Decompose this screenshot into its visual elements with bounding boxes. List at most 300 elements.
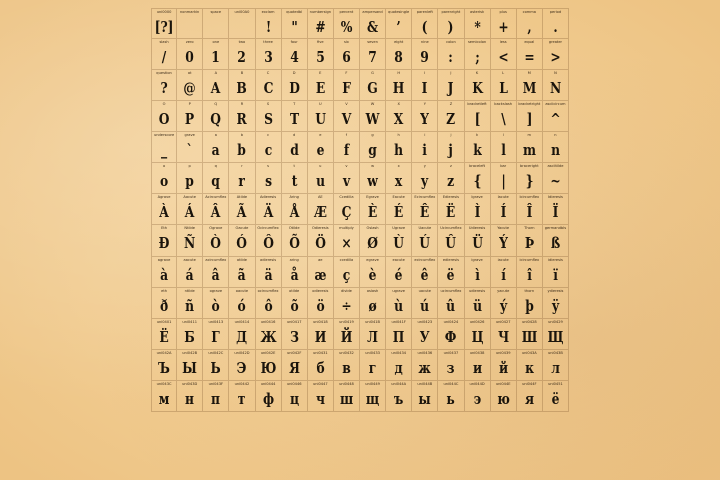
glyph-name: quotesingle: [388, 10, 410, 14]
glyph-cell: [308, 350, 334, 381]
glyph-name: ydieresis: [547, 288, 564, 293]
glyph-cell: [438, 101, 464, 132]
glyph-cell: [229, 257, 255, 288]
glyph-sample: Q: [210, 110, 222, 129]
glyph-name: icircumflex: [519, 257, 540, 262]
glyph-name: Eth: [161, 226, 168, 231]
glyph-name: Icircumflex: [519, 195, 540, 200]
glyph-name: uni042C: [208, 350, 224, 355]
glyph-sample: ë: [447, 265, 455, 284]
glyph-name: Oslash: [366, 226, 379, 231]
glyph-cell: [491, 257, 517, 288]
glyph-cell: [438, 70, 464, 101]
glyph-cell: [151, 70, 177, 101]
glyph-name: yacute: [497, 288, 510, 293]
glyph-sample: æ: [314, 265, 327, 284]
glyph-cell: [543, 319, 569, 350]
glyph-sample: C: [263, 79, 273, 98]
glyph-name: uni041F: [391, 319, 406, 324]
glyph-cell: [438, 225, 464, 256]
glyph-cell: [465, 39, 491, 70]
character-map-grid: [151, 8, 569, 474]
glyph-name: n: [554, 133, 557, 138]
glyph-name: f: [345, 133, 348, 138]
glyph-name: exclam: [261, 10, 275, 14]
glyph-sample: Ä: [263, 203, 273, 222]
glyph-sample: %: [340, 17, 353, 36]
glyph-sample: V: [341, 110, 352, 129]
glyph-sample: L: [498, 79, 508, 98]
glyph-name: uni0413: [208, 319, 224, 324]
glyph-sample: Ã: [237, 203, 247, 222]
glyph-cell: [203, 225, 229, 256]
glyph-cell: [517, 257, 543, 288]
glyph-cell: [229, 8, 255, 39]
glyph-sample: 8: [394, 48, 403, 67]
glyph-sample: ø: [368, 296, 377, 315]
glyph-sample: ": [290, 17, 298, 36]
glyph-name: uni0411: [182, 319, 198, 324]
glyph-name: uni043B: [547, 350, 563, 355]
glyph-cell: [203, 319, 229, 350]
glyph-sample: Á: [184, 203, 195, 222]
glyph-cell: [386, 8, 412, 39]
glyph-name: colon: [446, 40, 456, 45]
glyph-name: m: [527, 133, 532, 138]
glyph-name: igrave: [471, 257, 483, 262]
glyph-name: Atilde: [236, 195, 248, 200]
glyph-sample: [232, 15, 253, 38]
glyph-sample: ß: [550, 234, 561, 253]
glyph-cell: [412, 101, 438, 132]
glyph-cell: [334, 319, 360, 350]
glyph-cell: [386, 194, 412, 225]
glyph-name: uni0451: [548, 381, 563, 386]
glyph-name: uni044A: [391, 381, 407, 386]
glyph-cell: [360, 101, 386, 132]
glyph-cell: [177, 70, 203, 101]
glyph-sample: j: [448, 141, 454, 160]
glyph-name: Q: [214, 102, 218, 107]
glyph-name: x: [397, 164, 400, 169]
glyph-cell: [465, 163, 491, 194]
glyph-cell: [465, 70, 491, 101]
glyph-sample: P: [185, 110, 195, 129]
glyph-name: eth: [161, 288, 168, 293]
glyph-name: otilde: [289, 288, 300, 293]
glyph-sample: З: [289, 327, 299, 346]
glyph-cell: [386, 225, 412, 256]
glyph-sample: á: [185, 265, 194, 284]
glyph-name: uacute: [418, 288, 431, 293]
glyph-sample: н: [185, 389, 195, 408]
glyph-sample: D: [288, 79, 300, 98]
glyph-sample: F: [342, 79, 351, 98]
glyph-cell: [386, 39, 412, 70]
glyph-cell: [517, 225, 543, 256]
glyph-name: Ecircumflex: [414, 195, 436, 200]
glyph-cell: [282, 8, 308, 39]
glyph-name: aring: [289, 257, 299, 262]
glyph-sample: U: [314, 110, 326, 129]
glyph-name: u: [319, 164, 322, 169]
glyph-sample: â: [211, 265, 220, 284]
glyph-cell: [438, 163, 464, 194]
glyph-cell: [386, 257, 412, 288]
glyph-cell: [360, 163, 386, 194]
glyph-name: v: [345, 164, 348, 169]
glyph-sample: l: [500, 141, 506, 160]
glyph-cell: [465, 194, 491, 225]
glyph-cell: [491, 39, 517, 70]
glyph-cell: [543, 70, 569, 101]
glyph-cell: [177, 8, 203, 39]
glyph-cell: [491, 70, 517, 101]
glyph-name: e: [319, 133, 322, 138]
glyph-name: Aacute: [183, 195, 196, 200]
glyph-sample: í: [500, 265, 506, 284]
glyph-name: b: [240, 133, 244, 138]
glyph-sample: Ê: [420, 203, 430, 222]
glyph-sample: Ö: [314, 234, 326, 253]
glyph-sample: @: [183, 79, 196, 98]
glyph-cell: [438, 288, 464, 319]
glyph-cell: [334, 101, 360, 132]
glyph-cell: [308, 8, 334, 39]
glyph-sample: Э: [237, 358, 247, 377]
glyph-cell: [151, 8, 177, 39]
glyph-name: egrave: [366, 257, 379, 262]
glyph-cell: [177, 39, 203, 70]
glyph-name: ae: [318, 257, 323, 262]
glyph-name: uni043C: [156, 381, 172, 386]
glyph-name: period: [549, 10, 562, 14]
glyph-name: Ntilde: [184, 226, 195, 231]
glyph-sample: г: [368, 358, 377, 377]
glyph-cell: [203, 288, 229, 319]
glyph-cell: [256, 194, 282, 225]
glyph-name: less: [499, 40, 507, 45]
glyph-cell: [229, 319, 255, 350]
glyph-name: uni0436: [417, 350, 433, 355]
glyph-cell: [151, 288, 177, 319]
glyph-name: ccedilla: [339, 257, 354, 262]
glyph-sample: 0: [185, 48, 194, 67]
glyph-cell: [229, 350, 255, 381]
glyph-sample: u: [315, 172, 325, 191]
glyph-cell: [151, 319, 177, 350]
glyph-sample: [?]: [154, 17, 174, 36]
glyph-cell: [334, 350, 360, 381]
glyph-cell: [177, 350, 203, 381]
glyph-sample: W: [365, 110, 380, 129]
glyph-name: uni0427: [495, 319, 511, 324]
glyph-cell: [203, 163, 229, 194]
glyph-cell: [151, 350, 177, 381]
glyph-name: y: [423, 164, 426, 169]
glyph-name: Adieresis: [259, 195, 277, 200]
glyph-name: W: [370, 102, 375, 107]
glyph-name: braceright: [520, 164, 539, 169]
glyph-name: Agrave: [157, 195, 171, 200]
glyph-sample: s: [264, 172, 272, 191]
glyph-sample: e: [316, 141, 325, 160]
glyph-name: Idieresis: [547, 195, 563, 200]
glyph-name: Odieresis: [311, 226, 329, 231]
glyph-name: ampersand: [362, 10, 383, 14]
glyph-sample: Ï: [552, 203, 559, 222]
glyph-name: J: [450, 71, 452, 76]
glyph-sample: õ: [290, 296, 299, 315]
glyph-name: question: [156, 71, 172, 76]
glyph-name: Ccedilla: [339, 195, 354, 200]
glyph-sample: n: [550, 141, 560, 160]
glyph-cell: [256, 70, 282, 101]
glyph-name: plus: [499, 10, 507, 14]
glyph-name: agrave: [157, 257, 171, 262]
glyph-sample: `: [186, 141, 193, 160]
glyph-name: T: [293, 102, 296, 107]
glyph-cell: [517, 163, 543, 194]
glyph-cell: [412, 163, 438, 194]
glyph-cell: [151, 163, 177, 194]
glyph-cell: [203, 101, 229, 132]
glyph-name: nonmarkin: [180, 10, 200, 14]
glyph-name: Ugrave: [392, 226, 406, 231]
glyph-name: uni0447: [312, 381, 328, 386]
glyph-name: F: [345, 71, 348, 76]
glyph-name: H: [397, 71, 401, 76]
glyph-sample: Б: [184, 327, 195, 346]
glyph-cell: [177, 101, 203, 132]
glyph-cell: [308, 132, 334, 163]
glyph-name: asciitilde: [547, 164, 564, 169]
glyph-sample: b: [237, 141, 247, 160]
glyph-name: uni0426: [469, 319, 485, 324]
glyph-name: Z: [449, 102, 453, 107]
glyph-cell: [412, 225, 438, 256]
glyph-cell: [308, 257, 334, 288]
glyph-sample: Í: [500, 203, 507, 222]
glyph-cell: [465, 319, 491, 350]
glyph-sample: À: [159, 203, 169, 222]
glyph-name: parenleft: [416, 10, 433, 14]
glyph-cell: [517, 288, 543, 319]
glyph-sample: }: [525, 172, 534, 191]
glyph-name: nine: [420, 40, 429, 45]
glyph-cell: [203, 8, 229, 39]
glyph-name: asterisk: [470, 10, 485, 14]
glyph-name: odieresis: [312, 288, 329, 293]
glyph-name: Iacute: [497, 195, 509, 200]
glyph-sample: c: [264, 141, 272, 160]
glyph-cell: [229, 163, 255, 194]
glyph-name: edieresis: [442, 257, 459, 262]
glyph-sample: q: [211, 172, 221, 191]
glyph-cell: [308, 381, 334, 412]
glyph-cell: [465, 8, 491, 39]
glyph-sample: [179, 15, 200, 38]
glyph-name: seven: [367, 40, 378, 45]
glyph-cell: [386, 288, 412, 319]
glyph-cell: [334, 225, 360, 256]
glyph-cell: [334, 163, 360, 194]
glyph-name: uni042A: [156, 350, 172, 355]
glyph-name: quotedbl: [286, 10, 303, 14]
glyph-cell: [256, 8, 282, 39]
glyph-sample: Д: [236, 327, 248, 346]
glyph-sample: ^: [550, 110, 561, 129]
glyph-cell: [308, 319, 334, 350]
glyph-cell: [517, 70, 543, 101]
glyph-sample: k: [472, 141, 482, 160]
glyph-cell: [491, 225, 517, 256]
glyph-cell: [203, 381, 229, 412]
glyph-cell: [151, 39, 177, 70]
glyph-cell: [491, 350, 517, 381]
glyph-name: ograve: [209, 288, 223, 293]
glyph-sample: î: [526, 265, 532, 284]
glyph-sample: .: [553, 17, 558, 36]
glyph-name: r: [241, 164, 243, 169]
glyph-sample: è: [368, 265, 377, 284]
glyph-sample: Ь: [210, 358, 221, 377]
glyph-cell: [386, 70, 412, 101]
glyph-cell: [491, 101, 517, 132]
glyph-name: acircumflex: [205, 257, 227, 262]
glyph-sample: 5: [316, 48, 325, 67]
glyph-cell: [229, 70, 255, 101]
glyph-sample: p: [185, 172, 194, 191]
glyph-cell: [517, 350, 543, 381]
glyph-sample: G: [367, 79, 378, 98]
glyph-cell: [256, 132, 282, 163]
glyph-sample: м: [158, 389, 170, 408]
glyph-name: Uacute: [418, 226, 432, 231]
glyph-name: bar: [500, 164, 507, 169]
glyph-name: iacute: [497, 257, 509, 262]
glyph-sample: =: [524, 48, 535, 67]
glyph-sample: Ý: [498, 234, 508, 253]
glyph-name: six: [343, 40, 349, 45]
glyph-sample: t: [291, 172, 298, 191]
glyph-sample: i: [422, 141, 428, 160]
glyph-sample: п: [211, 389, 221, 408]
glyph-name: Ocircumflex: [257, 226, 279, 231]
glyph-cell: [543, 350, 569, 381]
glyph-sample: ú: [420, 296, 430, 315]
glyph-cell: [412, 319, 438, 350]
glyph-name: g: [371, 133, 374, 138]
glyph-name: Thorn: [524, 226, 535, 231]
glyph-sample: Ц: [471, 327, 484, 346]
glyph-sample: R: [236, 110, 248, 129]
glyph-sample: ё: [551, 389, 560, 408]
glyph-cell: [517, 381, 543, 412]
glyph-name: grave: [184, 133, 195, 138]
glyph-cell: [177, 132, 203, 163]
glyph-cell: [282, 101, 308, 132]
glyph-name: slash: [159, 40, 169, 45]
glyph-cell: [465, 381, 491, 412]
glyph-sample: O: [158, 110, 170, 129]
glyph-cell: [334, 70, 360, 101]
glyph-name: O: [162, 102, 166, 107]
glyph-name: asciicircum: [545, 102, 566, 107]
glyph-cell: [438, 132, 464, 163]
glyph-cell: [229, 132, 255, 163]
glyph-name: uni0433: [365, 350, 380, 355]
glyph-name: oacute: [235, 288, 249, 293]
glyph-name: uni042D: [234, 350, 250, 355]
glyph-sample: ï: [553, 265, 558, 284]
glyph-sample: a: [211, 141, 220, 160]
glyph-name: five: [317, 40, 324, 45]
glyph-cell: [491, 288, 517, 319]
glyph-sample: >: [550, 48, 561, 67]
glyph-cell: [412, 39, 438, 70]
glyph-cell: [438, 194, 464, 225]
glyph-sample: é: [394, 265, 403, 284]
glyph-sample: w: [367, 172, 378, 191]
glyph-cell: [308, 225, 334, 256]
glyph-sample: Й: [340, 327, 353, 346]
glyph-sample: 6: [342, 48, 351, 67]
glyph-sample: û: [446, 296, 456, 315]
glyph-sample: /: [161, 48, 167, 67]
glyph-sample: 1: [211, 48, 221, 67]
glyph-name: uni0419: [339, 319, 354, 324]
glyph-sample: à: [160, 265, 169, 284]
glyph-sample: т: [238, 389, 246, 408]
glyph-cell: [491, 194, 517, 225]
glyph-sample: Л: [367, 327, 378, 346]
glyph-name: uni044E: [495, 381, 511, 386]
glyph-name: parenright: [441, 10, 461, 14]
glyph-name: bracketright: [518, 102, 541, 107]
glyph-cell: [360, 257, 386, 288]
glyph-name: oslash: [366, 288, 379, 293]
glyph-cell: [256, 319, 282, 350]
glyph-cell: [151, 132, 177, 163]
glyph-sample: Ð: [158, 234, 170, 253]
glyph-cell: [256, 39, 282, 70]
glyph-sample: ×: [341, 234, 352, 253]
glyph-sample: J: [448, 79, 454, 98]
glyph-cell: [438, 39, 464, 70]
glyph-name: t: [293, 164, 295, 169]
glyph-sample: ì: [474, 265, 480, 284]
glyph-name: B: [240, 71, 244, 76]
glyph-cell: [543, 8, 569, 39]
glyph-cell: [256, 101, 282, 132]
glyph-name: uni043A: [521, 350, 537, 355]
glyph-sample: ð: [159, 296, 169, 315]
glyph-name: uni044B: [417, 381, 433, 386]
glyph-sample: ü: [472, 296, 482, 315]
glyph-name: at: [187, 71, 192, 76]
glyph-sample: Å: [289, 203, 299, 222]
glyph-sample: Û: [445, 234, 457, 253]
glyph-sample: л: [551, 358, 560, 377]
glyph-sample: [206, 15, 227, 38]
glyph-name: germandbls: [544, 226, 567, 231]
glyph-cell: [308, 70, 334, 101]
glyph-name: uni041B: [365, 319, 380, 324]
glyph-cell: [412, 288, 438, 319]
glyph-cell: [386, 101, 412, 132]
glyph-name: thorn: [524, 288, 535, 293]
